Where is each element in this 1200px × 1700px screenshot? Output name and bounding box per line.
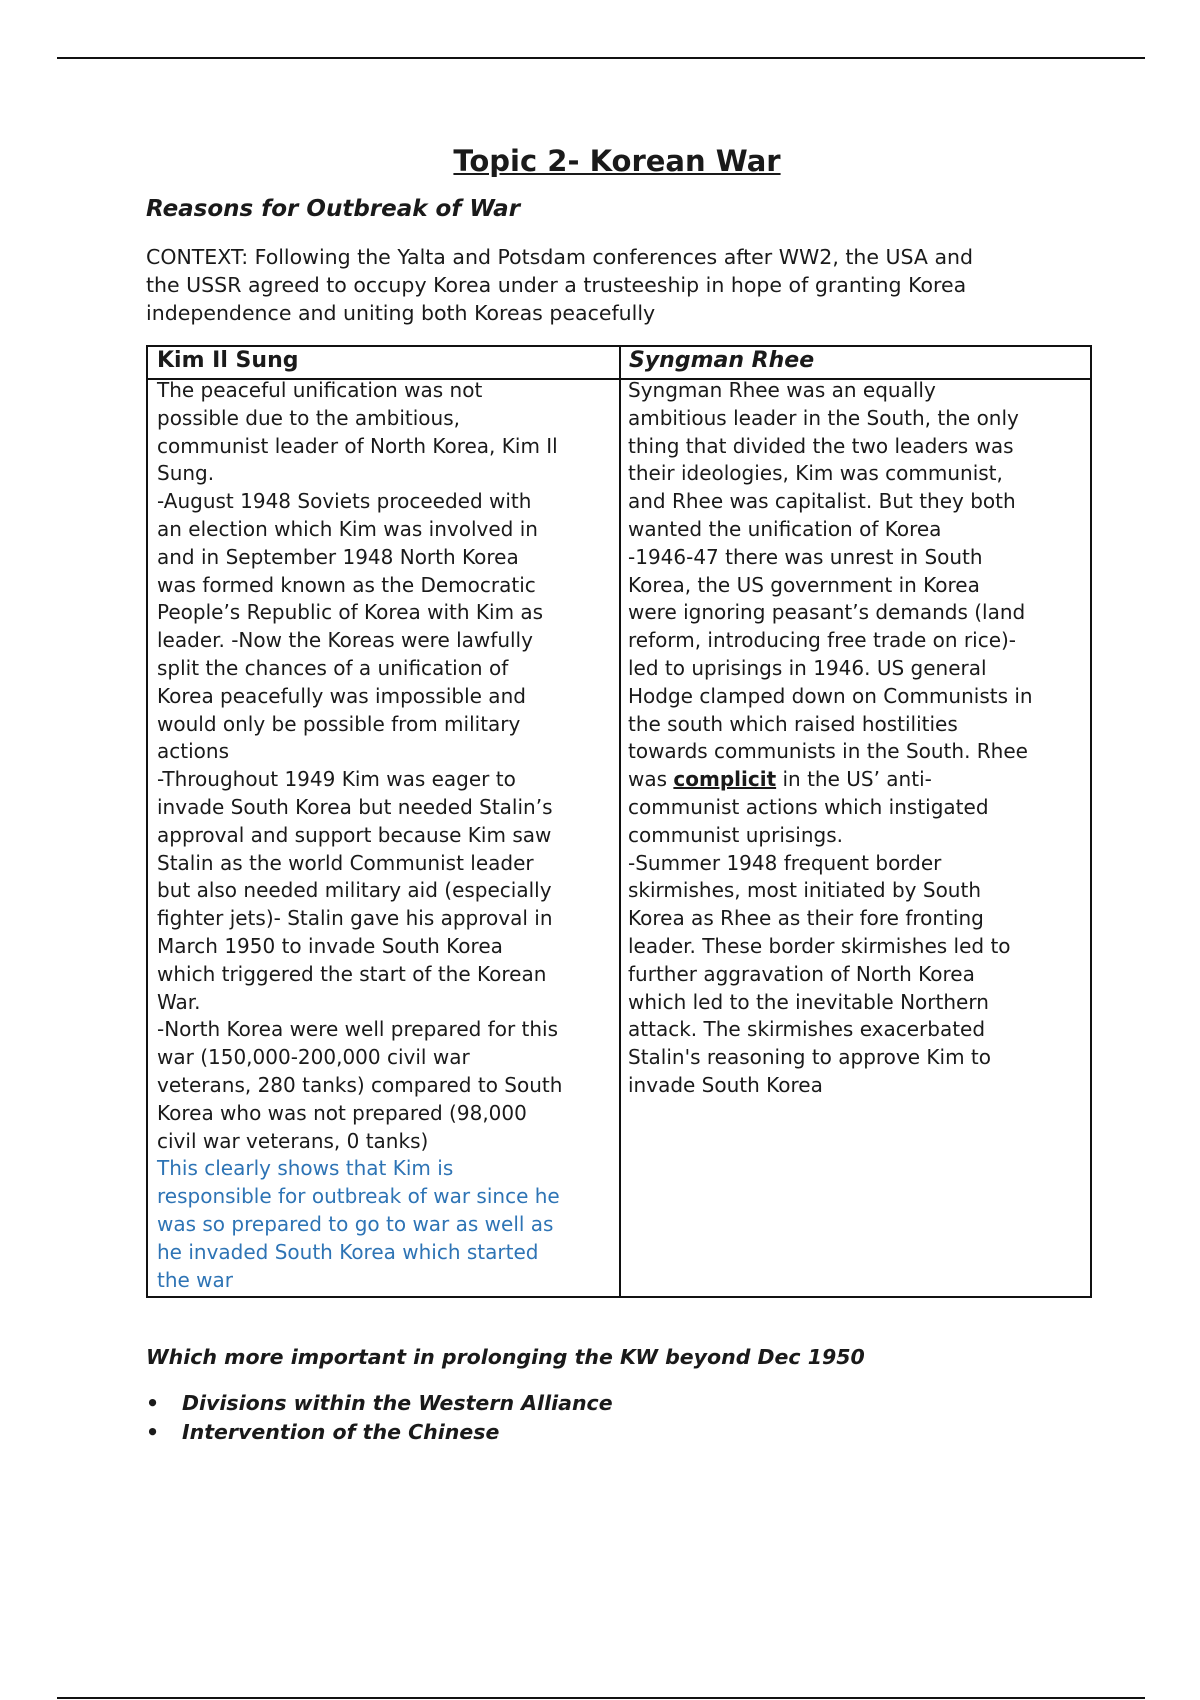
bullet-item — [146, 1389, 613, 1418]
text-line: was formed known as the Democratic — [157, 572, 536, 597]
text-line: independence and uniting both Koreas peacefully — [146, 301, 656, 325]
kim-il-sung-cell — [157, 377, 562, 1294]
top-rule — [57, 57, 1145, 59]
bottom-rule — [57, 1697, 1145, 1699]
text-line: Syngman Rhee was an equally — [628, 378, 936, 402]
text-line: skirmishes, most initiated by South — [628, 878, 981, 903]
text-line: he invaded South Korea which started — [157, 1239, 539, 1264]
text-line: the south which raised hostilities — [628, 711, 958, 736]
text-line: and Rhee was capitalist. But they both — [628, 489, 1016, 514]
text-line: invade South Korea but needed Stalin’s — [157, 794, 553, 819]
text-line: Korea as Rhee as their fore fronting — [628, 906, 984, 931]
text-line: March 1950 to invade South Korea — [157, 933, 503, 958]
text-line: This clearly shows that Kim is — [157, 1156, 454, 1181]
bullet-icon: • — [146, 1420, 160, 1444]
column-divider — [619, 347, 621, 1296]
bullet-item — [146, 1418, 613, 1447]
bullet-icon: • — [146, 1391, 160, 1415]
text-line: invade South Korea — [628, 1072, 823, 1097]
text-line: Hodge clamped down on Communists in — [628, 683, 1033, 708]
syngman-rhee-cell — [628, 377, 1033, 1100]
text-line: thing that divided the two leaders was — [628, 433, 1014, 458]
text-line: war (150,000-200,000 civil war — [157, 1045, 470, 1070]
text-line: responsible for outbreak of war since he — [157, 1184, 560, 1209]
text-line: which triggered the start of the Korean — [157, 961, 547, 986]
text-line: was so prepared to go to war as well as — [157, 1211, 554, 1236]
text-line: civil war veterans, 0 tanks) — [157, 1128, 429, 1153]
text-line: communist actions which instigated — [628, 794, 989, 819]
text-line: Korea, the US government in Korea — [628, 572, 980, 597]
text-line — [628, 766, 1033, 794]
section-heading: Reasons for Outbreak of War — [146, 196, 521, 222]
text-segment: in the US’ anti- — [776, 767, 932, 792]
emphasized-word: complicit — [673, 767, 777, 792]
text-line: their ideologies, Kim was communist, — [628, 461, 1003, 486]
question-heading: Which more important in prolonging the KW beyond Dec 1950 — [146, 1345, 865, 1369]
text-line: split the chances of a unification of — [157, 655, 509, 680]
text-line: and in September 1948 North Korea — [157, 544, 519, 569]
text-line: but also needed military aid (especially — [157, 878, 552, 903]
comparison-table — [146, 345, 1092, 1298]
text-line: communist leader of North Korea, Kim Il — [157, 433, 558, 458]
text-line: wanted the unification of Korea — [628, 516, 942, 541]
text-line: CONTEXT: Following the Yalta and Potsdam conferences after WW2, the USA and — [146, 245, 974, 269]
text-line: an election which Kim was involved in — [157, 516, 538, 541]
text-line: attack. The skirmishes exacerbated — [628, 1017, 986, 1042]
text-line: -August 1948 Soviets proceeded with — [157, 489, 532, 514]
text-line: ambitious leader in the South, the only — [628, 405, 1019, 430]
text-line: -North Korea were well prepared for this — [157, 1017, 559, 1042]
text-line: towards communists in the South. Rhee — [628, 739, 1028, 764]
text-line: Stalin as the world Communist leader — [157, 850, 534, 875]
text-line: Korea who was not prepared (98,000 — [157, 1100, 527, 1125]
text-line: leader. -Now the Koreas were lawfully — [157, 628, 533, 653]
text-line: the war — [157, 1267, 234, 1292]
header-kim-il-sung: Kim Il Sung — [157, 348, 299, 373]
text-line: leader. These border skirmishes led to — [628, 933, 1011, 958]
text-line: further aggravation of North Korea — [628, 961, 975, 986]
text-line: led to uprisings in 1946. US general — [628, 655, 987, 680]
text-line: The peaceful unification was not — [157, 378, 483, 402]
context-paragraph — [146, 243, 973, 327]
text-line: actions — [157, 739, 229, 764]
header-syngman-rhee: Syngman Rhee — [629, 348, 815, 373]
text-line: would only be possible from military — [157, 711, 521, 736]
bullet-list — [146, 1389, 613, 1447]
text-line: War. — [157, 989, 201, 1014]
text-line: Korea peacefully was impossible and — [157, 683, 526, 708]
text-line: were ignoring peasant’s demands (land — [628, 600, 1026, 625]
bullet-text: Divisions within the Western Alliance — [182, 1391, 613, 1415]
text-line: Sung. — [157, 461, 215, 486]
text-line: -Throughout 1949 Kim was eager to — [157, 767, 516, 792]
text-line: possible due to the ambitious, — [157, 405, 460, 430]
text-line: communist uprisings. — [628, 822, 843, 847]
text-line: People’s Republic of Korea with Kim as — [157, 600, 544, 625]
text-line: reform, introducing free trade on rice)- — [628, 628, 1017, 653]
page-title: Topic 2- Korean War — [453, 144, 781, 178]
text-line: -Summer 1948 frequent border — [628, 850, 942, 875]
text-line: fighter jets)- Stalin gave his approval in — [157, 906, 553, 931]
bullet-text: Intervention of the Chinese — [182, 1420, 500, 1444]
text-line: the USSR agreed to occupy Korea under a trusteeship in hope of granting Korea — [146, 273, 967, 297]
text-segment: was — [628, 767, 674, 792]
text-line: approval and support because Kim saw — [157, 822, 552, 847]
text-line: veterans, 280 tanks) compared to South — [157, 1072, 563, 1097]
text-line: which led to the inevitable Northern — [628, 989, 989, 1014]
text-line: Stalin's reasoning to approve Kim to — [628, 1045, 992, 1070]
text-line: -1946-47 there was unrest in South — [628, 544, 983, 569]
